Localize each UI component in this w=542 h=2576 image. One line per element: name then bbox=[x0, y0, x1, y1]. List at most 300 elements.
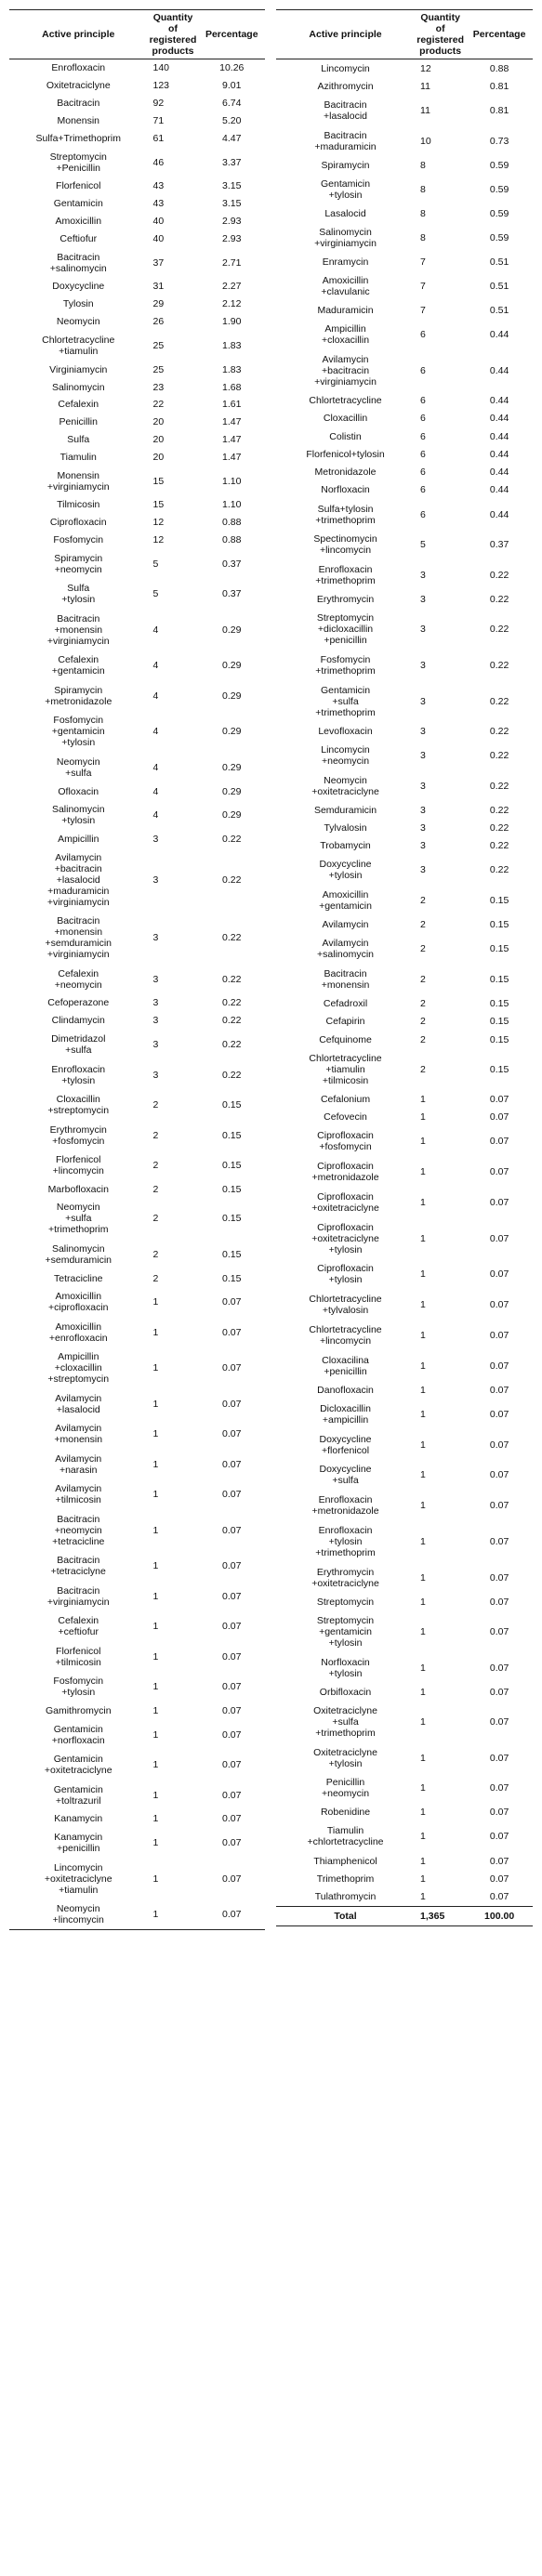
drug-percentage: 0.44 bbox=[489, 395, 509, 406]
table-row bbox=[9, 449, 265, 467]
drug-quantity: 3 bbox=[420, 840, 426, 852]
drug-quantity: 15 bbox=[152, 475, 165, 487]
drug-name: Doxycycline +sulfa bbox=[319, 1464, 372, 1487]
table-row bbox=[276, 1157, 533, 1188]
drug-name: Oxitetraciclyne +sulfa +trimethoprim bbox=[313, 1704, 377, 1739]
drug-name: Bacitracin bbox=[57, 98, 100, 110]
drug-quantity: 4 bbox=[152, 761, 159, 773]
drug-name: Orbifloxacin bbox=[319, 1686, 372, 1698]
drug-name: Spiramycin bbox=[321, 159, 370, 171]
drug-quantity: 2 bbox=[152, 1129, 159, 1141]
table-row bbox=[276, 1521, 533, 1563]
drug-percentage: 4.47 bbox=[222, 133, 242, 144]
drug-quantity: 6 bbox=[420, 467, 426, 479]
drug-name: Lincomycin +neomycin bbox=[321, 743, 370, 767]
drug-quantity: 1 bbox=[152, 1650, 159, 1663]
drug-percentage: 0.22 bbox=[489, 840, 509, 852]
drug-name: Fosfomycin +tylosin bbox=[53, 1676, 104, 1699]
drug-quantity: 2 bbox=[420, 943, 426, 955]
drug-name: Tylvalosin bbox=[324, 822, 367, 835]
drug-name: Gentamicin +tylosin bbox=[320, 177, 371, 201]
drug-quantity: 6 bbox=[420, 430, 426, 442]
drug-percentage: 0.37 bbox=[222, 558, 242, 570]
header-quantity: Quantity of registered products bbox=[415, 10, 466, 59]
drug-percentage: 0.15 bbox=[222, 1213, 242, 1225]
drug-name: Ciprofloxacin +tylosin bbox=[317, 1263, 374, 1286]
drug-name: Kanamycin +penicillin bbox=[54, 1832, 103, 1855]
drug-percentage: 0.07 bbox=[222, 1458, 242, 1470]
table-row bbox=[276, 271, 533, 302]
drug-percentage: 0.22 bbox=[222, 1039, 242, 1051]
table-row bbox=[9, 331, 265, 361]
drug-name: Danofloxacin bbox=[317, 1384, 374, 1396]
drug-quantity: 1 bbox=[420, 1136, 426, 1148]
header-percentage: Percentage bbox=[466, 10, 533, 59]
drug-quantity: 1 bbox=[420, 1111, 426, 1124]
drug-percentage: 0.07 bbox=[489, 1782, 509, 1794]
drug-name: Ciprofloxacin +metronidazole bbox=[311, 1160, 379, 1183]
drug-percentage: 0.22 bbox=[222, 997, 242, 1009]
drug-percentage: 0.22 bbox=[489, 725, 509, 737]
drug-percentage: 0.15 bbox=[222, 1183, 242, 1195]
drug-name: Avilamycin +tilmicosin bbox=[55, 1483, 102, 1506]
drug-name: Azithromycin bbox=[317, 80, 374, 92]
drug-percentage: 0.07 bbox=[489, 1807, 509, 1819]
total-row bbox=[276, 1906, 533, 1925]
drug-quantity: 1 bbox=[152, 1590, 159, 1602]
table-row bbox=[9, 1240, 265, 1270]
drug-percentage: 0.59 bbox=[489, 159, 509, 171]
drug-percentage: 2.93 bbox=[222, 216, 242, 228]
drug-name: Trobamycin bbox=[320, 840, 371, 852]
table-row bbox=[276, 1701, 533, 1742]
drug-quantity: 40 bbox=[152, 233, 165, 245]
drug-name: Gentamicin bbox=[53, 198, 103, 210]
table-row bbox=[9, 147, 265, 177]
drug-name: Gentamicin +toltrazuril bbox=[53, 1783, 103, 1807]
drug-quantity: 1 bbox=[420, 1686, 426, 1698]
drug-name: Bacitracin +maduramicin bbox=[314, 129, 377, 152]
drug-quantity: 7 bbox=[420, 256, 426, 269]
drug-quantity: 1 bbox=[420, 1299, 426, 1311]
drug-percentage: 0.29 bbox=[222, 726, 242, 738]
drug-percentage: 3.15 bbox=[222, 198, 242, 210]
drug-name: Ciprofloxacin +fosfomycin bbox=[317, 1130, 374, 1153]
drug-percentage: 3.37 bbox=[222, 156, 242, 168]
table-row bbox=[276, 1126, 533, 1157]
drug-percentage: 0.07 bbox=[222, 1728, 242, 1741]
drug-quantity: 40 bbox=[152, 216, 165, 228]
table-row bbox=[276, 560, 533, 591]
drug-quantity: 7 bbox=[420, 281, 426, 293]
drug-quantity: 20 bbox=[152, 434, 165, 446]
drug-name: Bacitracin +monensin +virginiamycin bbox=[46, 612, 110, 647]
drug-name: Erythromycin +oxitetraciclyne bbox=[311, 1566, 379, 1589]
table-row bbox=[276, 1429, 533, 1460]
table-row bbox=[9, 651, 265, 681]
table-row bbox=[276, 410, 533, 427]
drug-name: Sulfa +tylosin bbox=[61, 583, 96, 606]
table-row bbox=[9, 1198, 265, 1240]
drug-quantity: 1 bbox=[420, 1625, 426, 1637]
drug-percentage: 0.22 bbox=[222, 973, 242, 985]
drug-quantity: 1 bbox=[420, 1439, 426, 1451]
drug-quantity: 12 bbox=[420, 62, 431, 74]
table-row bbox=[9, 1059, 265, 1090]
drug-quantity: 12 bbox=[152, 517, 165, 529]
table-row bbox=[276, 156, 533, 174]
drug-percentage: 0.07 bbox=[199, 1899, 266, 1930]
drug-name: Sulfa bbox=[67, 434, 90, 446]
drug-percentage: 0.22 bbox=[222, 874, 242, 886]
drug-quantity: 8 bbox=[420, 207, 426, 219]
table-row bbox=[9, 800, 265, 831]
drug-percentage: 0.07 bbox=[489, 1232, 509, 1244]
drug-percentage: 0.29 bbox=[222, 660, 242, 672]
table-row bbox=[276, 350, 533, 392]
table-row bbox=[9, 1389, 265, 1420]
drug-quantity: 15 bbox=[152, 499, 165, 511]
drug-percentage: 0.44 bbox=[489, 430, 509, 442]
drug-percentage: 0.07 bbox=[222, 1873, 242, 1885]
table-row bbox=[276, 609, 533, 651]
drug-name: Enrofloxacin +tylosin bbox=[51, 1063, 106, 1086]
drug-name: Norfloxacin bbox=[321, 484, 370, 496]
table-row bbox=[276, 1460, 533, 1491]
table-row bbox=[9, 711, 265, 753]
table-row bbox=[276, 1773, 533, 1804]
drug-quantity: 1 bbox=[152, 1326, 159, 1338]
drug-percentage: 0.07 bbox=[489, 1625, 509, 1637]
drug-name: Bacitracin +monensin bbox=[321, 968, 370, 992]
drug-quantity: 1 bbox=[152, 1362, 159, 1374]
drug-name: Cloxacilina +penicillin bbox=[322, 1354, 369, 1377]
drug-percentage: 1.10 bbox=[222, 499, 242, 511]
drug-quantity: 1 bbox=[152, 1873, 159, 1885]
drug-name: Avilamycin +bacitracin +lasalocid +maduramicin +virginiamycin bbox=[46, 851, 110, 908]
header-percentage: Percentage bbox=[199, 10, 266, 59]
drug-name: Chlortetracycline +tylvalosin bbox=[309, 1294, 382, 1317]
drug-percentage: 0.88 bbox=[222, 517, 242, 529]
drug-quantity: 3 bbox=[152, 1015, 159, 1027]
drug-quantity: 25 bbox=[152, 339, 165, 351]
drug-name: Spiramycin +metronidazole bbox=[45, 684, 112, 707]
table-row bbox=[276, 1187, 533, 1217]
drug-quantity: 2 bbox=[420, 1016, 426, 1028]
drug-quantity: 1 bbox=[152, 1489, 159, 1501]
drug-quantity: 4 bbox=[152, 690, 159, 702]
drug-quantity: 4 bbox=[152, 785, 159, 797]
drug-quantity: 1 bbox=[420, 1715, 426, 1728]
drug-percentage: 0.22 bbox=[489, 660, 509, 672]
drug-name: Fosfomycin bbox=[53, 534, 104, 546]
drug-quantity: 12 bbox=[152, 534, 165, 546]
table-row bbox=[276, 722, 533, 740]
table-right-body bbox=[276, 59, 533, 1907]
drug-percentage: 0.22 bbox=[222, 1015, 242, 1027]
drug-name: Avilamycin +narasin bbox=[55, 1452, 102, 1476]
drug-percentage: 0.07 bbox=[489, 1093, 509, 1105]
drug-percentage: 0.15 bbox=[489, 1063, 509, 1075]
drug-quantity: 1 bbox=[152, 1524, 159, 1536]
table-left bbox=[9, 9, 265, 1930]
table-row bbox=[9, 1347, 265, 1389]
drug-name: Streptomycin +dicloxacillin +penicillin bbox=[316, 612, 375, 647]
drug-quantity: 3 bbox=[152, 1039, 159, 1051]
drug-percentage: 2.93 bbox=[222, 233, 242, 245]
drug-percentage: 0.07 bbox=[222, 1704, 242, 1716]
drug-name: Salinomycin +semduramicin bbox=[45, 1242, 112, 1266]
drug-quantity: 1 bbox=[420, 1571, 426, 1584]
total-label: Total bbox=[276, 1906, 415, 1925]
drug-percentage: 0.44 bbox=[489, 448, 509, 460]
drug-quantity: 1 bbox=[420, 1408, 426, 1420]
drug-name: Spectinomycin +lincomycin bbox=[313, 533, 377, 557]
drug-quantity: 3 bbox=[420, 570, 426, 582]
drug-name: Monensin bbox=[57, 115, 100, 127]
table-row bbox=[9, 213, 265, 230]
drug-percentage: 0.51 bbox=[489, 305, 509, 317]
table-row bbox=[9, 112, 265, 130]
table-row bbox=[276, 427, 533, 445]
drug-percentage: 0.07 bbox=[466, 1887, 533, 1906]
table-row bbox=[9, 782, 265, 800]
drug-quantity: 5 bbox=[420, 539, 426, 551]
drug-name: Monensin +virginiamycin bbox=[46, 469, 110, 493]
drug-quantity: 2 bbox=[152, 1272, 159, 1284]
drug-quantity: 4 bbox=[152, 660, 159, 672]
drug-percentage: 0.22 bbox=[489, 695, 509, 707]
drug-percentage: 0.15 bbox=[222, 1272, 242, 1284]
drug-quantity: 2 bbox=[152, 1183, 159, 1195]
drug-name: Cefquinome bbox=[319, 1033, 372, 1045]
table-row bbox=[9, 248, 265, 279]
table-row bbox=[9, 130, 265, 148]
table-row bbox=[276, 1013, 533, 1031]
table-row bbox=[276, 591, 533, 609]
table-row bbox=[9, 1180, 265, 1198]
table-row bbox=[276, 965, 533, 995]
table-row bbox=[276, 916, 533, 934]
drug-name: Florfenicol +tilmicosin bbox=[55, 1645, 101, 1668]
drug-quantity: 2 bbox=[420, 974, 426, 986]
table-row bbox=[9, 1269, 265, 1287]
drug-percentage: 0.15 bbox=[489, 974, 509, 986]
table-row bbox=[9, 1702, 265, 1720]
drug-quantity: 1 bbox=[420, 1469, 426, 1481]
table-row bbox=[276, 59, 533, 78]
total-percentage: 100.00 bbox=[466, 1906, 533, 1925]
table-row bbox=[276, 1321, 533, 1351]
drug-name: Ceftiofur bbox=[59, 233, 98, 245]
table-row bbox=[276, 223, 533, 254]
table-row bbox=[9, 1810, 265, 1828]
total-quantity: 1,365 bbox=[415, 1906, 466, 1925]
drug-quantity: 2 bbox=[420, 919, 426, 931]
drug-quantity: 1 bbox=[420, 1662, 426, 1674]
drug-quantity: 4 bbox=[152, 726, 159, 738]
drug-percentage: 0.07 bbox=[222, 1428, 242, 1440]
table-row bbox=[9, 77, 265, 95]
drug-quantity: 1 bbox=[420, 1165, 426, 1177]
table-row bbox=[9, 1611, 265, 1642]
drug-name: Streptomycin +gentamicin +tylosin bbox=[316, 1614, 375, 1649]
drug-quantity: 3 bbox=[152, 834, 159, 846]
drug-name: Oxitetraciclyne +tylosin bbox=[313, 1746, 377, 1769]
drug-percentage: 2.71 bbox=[222, 256, 242, 269]
drug-percentage: 0.07 bbox=[489, 1439, 509, 1451]
drug-quantity: 8 bbox=[420, 231, 426, 243]
table-row bbox=[9, 579, 265, 610]
table-row bbox=[9, 964, 265, 994]
drug-quantity: 1 bbox=[420, 1196, 426, 1208]
drug-quantity: 3 bbox=[152, 973, 159, 985]
drug-name: Cefalexin +ceftiofur bbox=[58, 1615, 99, 1638]
table-row bbox=[9, 361, 265, 378]
drug-percentage: 0.07 bbox=[489, 1268, 509, 1281]
table-row bbox=[9, 1419, 265, 1450]
table-row bbox=[9, 396, 265, 414]
drug-quantity: 11 bbox=[420, 80, 430, 92]
drug-quantity: 140 bbox=[152, 62, 170, 74]
drug-name: Cefadroxil bbox=[323, 998, 368, 1010]
drug-quantity: 3 bbox=[420, 822, 426, 835]
drug-percentage: 0.51 bbox=[489, 281, 509, 293]
table-row bbox=[276, 1887, 533, 1906]
drug-quantity: 1 bbox=[420, 1093, 426, 1105]
drug-name: Gentamicin +oxitetraciclyne bbox=[44, 1754, 112, 1777]
drug-quantity: 2 bbox=[420, 998, 426, 1010]
table-row bbox=[276, 1852, 533, 1870]
table-row bbox=[9, 414, 265, 431]
table-row bbox=[276, 680, 533, 722]
table-row bbox=[276, 770, 533, 801]
drug-name: Neomycin +oxitetraciclyne bbox=[311, 774, 379, 797]
drug-percentage: 0.44 bbox=[489, 329, 509, 341]
drug-name: Spiramycin +neomycin bbox=[54, 552, 103, 575]
drug-quantity: 3 bbox=[420, 660, 426, 672]
drug-percentage: 0.07 bbox=[489, 1752, 509, 1764]
drug-quantity: 1 bbox=[420, 1831, 426, 1843]
drug-quantity: 2 bbox=[420, 895, 426, 907]
drug-name: Amoxicillin +enrofloxacin bbox=[48, 1321, 108, 1344]
drug-name: Fosfomycin +gentamicin +tylosin bbox=[51, 715, 105, 749]
drug-name: Salinomycin +tylosin bbox=[51, 804, 105, 827]
drug-name: Cefalexin +neomycin bbox=[54, 967, 102, 991]
drug-quantity: 4 bbox=[152, 809, 159, 821]
table-row bbox=[9, 195, 265, 213]
drug-name: Salinomycin +virginiamycin bbox=[314, 226, 377, 249]
drug-percentage: 0.07 bbox=[222, 1650, 242, 1663]
drug-percentage: 0.15 bbox=[222, 1099, 242, 1111]
drug-name: Ciprofloxacin +oxitetraciclyne +tylosin bbox=[311, 1221, 379, 1255]
drug-name: Tiamulin +chlortetracycline bbox=[307, 1825, 384, 1848]
drug-quantity: 3 bbox=[152, 997, 159, 1009]
drug-quantity: 92 bbox=[152, 98, 165, 110]
drug-name: Tiamulin bbox=[59, 452, 97, 464]
table-row bbox=[276, 530, 533, 560]
table-row bbox=[276, 1031, 533, 1048]
table-row bbox=[276, 1562, 533, 1593]
drug-percentage: 2.27 bbox=[222, 281, 242, 293]
drug-name: Norfloxacin +tylosin bbox=[321, 1656, 370, 1679]
drug-quantity: 6 bbox=[420, 395, 426, 406]
drug-quantity: 6 bbox=[420, 484, 426, 496]
drug-quantity: 1 bbox=[415, 1887, 466, 1906]
drug-name: Cefapirin bbox=[325, 1016, 365, 1028]
table-row bbox=[9, 59, 265, 77]
table-row bbox=[276, 1593, 533, 1610]
table-row bbox=[9, 1750, 265, 1781]
table-row bbox=[276, 1290, 533, 1321]
drug-percentage: 0.07 bbox=[222, 1489, 242, 1501]
drug-percentage: 0.44 bbox=[489, 484, 509, 496]
drug-name: Cefalonium bbox=[320, 1093, 371, 1105]
table-row bbox=[9, 1899, 265, 1930]
drug-quantity: 2 bbox=[420, 1063, 426, 1075]
drug-quantity: 3 bbox=[420, 594, 426, 606]
drug-percentage: 0.29 bbox=[222, 809, 242, 821]
drug-name: Neomycin +sulfa +trimethoprim bbox=[48, 1202, 109, 1236]
drug-quantity: 8 bbox=[420, 159, 426, 171]
drug-name: Fosfomycin +trimethoprim bbox=[315, 654, 376, 677]
drug-quantity: 1 bbox=[420, 1268, 426, 1281]
drug-name: Thiamphenicol bbox=[313, 1855, 377, 1867]
table-row bbox=[276, 1108, 533, 1125]
table-row bbox=[9, 1150, 265, 1181]
drug-quantity: 3 bbox=[420, 804, 426, 816]
drug-name: Tilmicosin bbox=[57, 499, 100, 511]
table-row bbox=[9, 610, 265, 651]
drug-name: Bacitracin +neomycin +tetracicline bbox=[52, 1513, 105, 1547]
table-row bbox=[9, 912, 265, 965]
drug-percentage: 0.07 bbox=[222, 1362, 242, 1374]
drug-quantity: 1 bbox=[152, 1789, 159, 1801]
drug-name: Cefalexin +gentamicin bbox=[51, 654, 105, 677]
drug-quantity: 3 bbox=[152, 932, 159, 944]
drug-quantity: 43 bbox=[152, 198, 165, 210]
table-row bbox=[9, 431, 265, 449]
drug-percentage: 0.07 bbox=[489, 1500, 509, 1512]
drug-name: Lincomycin +oxitetraciclyne +tiamulin bbox=[44, 1861, 112, 1896]
drug-percentage: 0.37 bbox=[489, 539, 509, 551]
drug-quantity: 61 bbox=[152, 133, 165, 144]
table-row bbox=[276, 481, 533, 499]
drug-quantity: 1 bbox=[152, 1759, 159, 1771]
table-row bbox=[9, 1120, 265, 1150]
drug-quantity: 3 bbox=[420, 780, 426, 792]
drug-quantity: 3 bbox=[420, 695, 426, 707]
drug-name: Florfenicol +lincomycin bbox=[52, 1154, 104, 1177]
drug-percentage: 0.22 bbox=[489, 822, 509, 835]
drug-name: Amoxicillin +ciprofloxacin bbox=[48, 1291, 109, 1314]
table-row bbox=[9, 378, 265, 396]
drug-quantity: 1 bbox=[152, 1681, 159, 1693]
drug-name: Avilamycin +bacitracin +virginiamycin bbox=[314, 353, 377, 388]
drug-percentage: 0.07 bbox=[489, 1408, 509, 1420]
drug-quantity: 4 bbox=[152, 624, 159, 636]
drug-percentage: 0.07 bbox=[489, 1662, 509, 1674]
drug-percentage: 0.07 bbox=[489, 1384, 509, 1396]
drug-quantity: 26 bbox=[152, 316, 165, 328]
table-row bbox=[276, 1381, 533, 1399]
drug-name: Streptomycin bbox=[316, 1596, 375, 1608]
drug-name: Penicillin bbox=[59, 416, 98, 428]
header-quantity: Quantity of registered products bbox=[148, 10, 199, 59]
drug-name: Florfenicol+tylosin bbox=[306, 448, 385, 460]
drug-name: Cloxacillin bbox=[323, 413, 368, 425]
drug-percentage: 0.59 bbox=[489, 183, 509, 195]
